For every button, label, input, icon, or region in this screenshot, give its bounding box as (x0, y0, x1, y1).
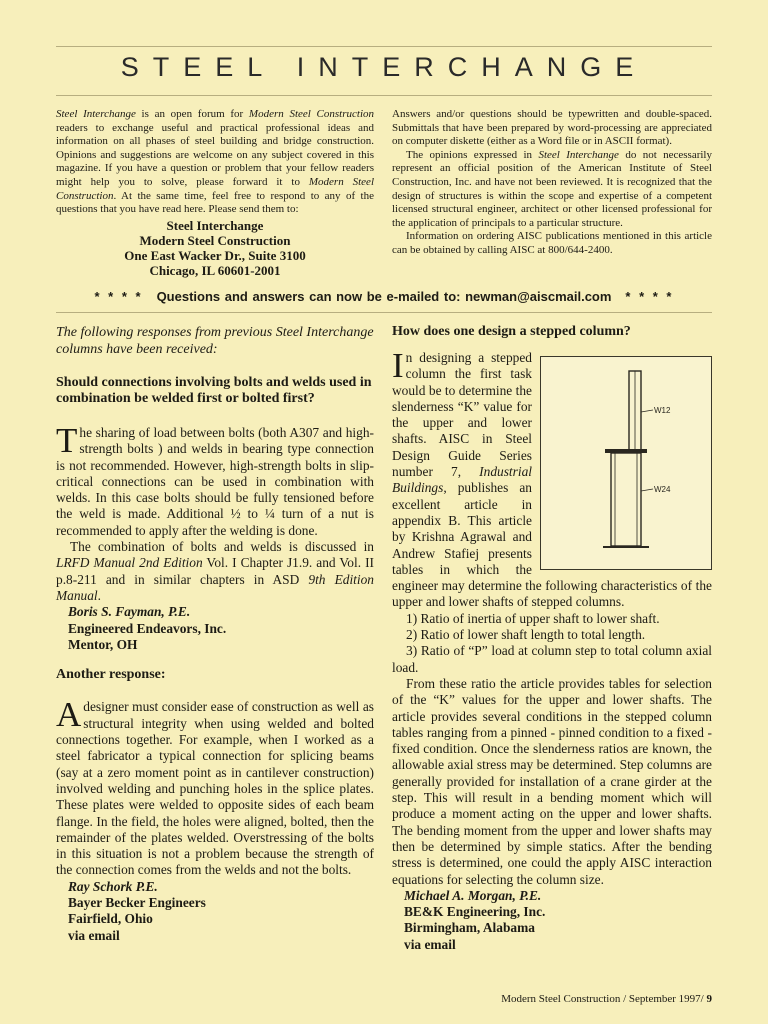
disclaimer-text: The opinions expressed in (406, 148, 539, 161)
intro-left (56, 108, 374, 278)
signature-location: Mentor, OH (68, 636, 138, 652)
w12-label: W12 (654, 406, 671, 415)
stars-left: * * * * (94, 289, 143, 304)
signature-via: via email (404, 936, 456, 952)
signature-via: via email (68, 927, 120, 943)
stepped-column-diagram (541, 357, 711, 569)
signature-company: Engineered Endeavors, Inc. (68, 620, 227, 636)
list-item: 2) Ratio of lower shaft length to total length. (406, 627, 646, 643)
dropcap: I (392, 346, 404, 385)
intro-italic: Modern Steel Construction (248, 108, 374, 120)
page-footer (400, 993, 712, 1005)
answer-text: . (97, 587, 102, 603)
footer-text: Modern Steel Construction / September 1997/ (501, 993, 707, 1005)
address-line: Steel Interchange (166, 217, 264, 233)
ordering-info: Information on ordering AISC publications mentioned in this article can be obtained by calling AISC at 800/644-2400. (392, 230, 712, 256)
signature-name: Michael A. Morgan, P.E. (404, 887, 542, 903)
w24-label: W24 (654, 485, 671, 494)
address-line: Chicago, IL 60601-2001 (149, 262, 281, 278)
dropcap: A (56, 695, 82, 735)
signature-company: BE&K Engineering, Inc. (404, 904, 546, 920)
answer-text: Vol. I Chapter J1.9. and Vol. II p.8-211 and in similar chapters in ASD (56, 555, 374, 587)
list-item: 3) Ratio of “P” load at column step to total column axial load. (392, 643, 712, 675)
list-item: 1) Ratio of inertia of upper shaft to lower shaft. (406, 610, 660, 626)
publication-title: Industrial Buildings (392, 464, 532, 496)
dropcap: T (56, 421, 78, 460)
lower-shaft (611, 453, 641, 546)
intro-italic: Steel Interchange (56, 108, 136, 120)
signature-location: Birmingham, Alabama (404, 920, 535, 936)
email-banner-text[interactable]: Questions and answers can now be e-mailed to: newman@aiscmail.com (156, 289, 612, 304)
w24-leader (641, 489, 653, 491)
disclaimer-text: do not necessarily represent an official position of the American Institute of Steel Construction, Inc. and have not been reviewed. It is recognized that the design of structures is within the scope and expertise of a competent licensed structural engineer, architect or other licensed professional for the application of principals to a particular structure. (392, 148, 712, 229)
disclaimer (392, 149, 712, 231)
stepped-column-figure (540, 356, 712, 570)
answer-text: , publishes an excellent article in appendix B. This article by Krishna Agrawal and Andrew Stafiej presents tables in which the engineer may determine the following characteristics of the upper and lower shafts of stepped columns. (392, 480, 712, 610)
stars-right: * * * * (625, 289, 674, 304)
intro-italic: Modern Steel Construction (56, 175, 374, 202)
submission-guidelines: Answers and/or questions should be typewritten and double-spaced. Submittals that have been prepared by word-processing are appreciated on computer diskette (either as a Word file or in ASCII format). (392, 108, 712, 148)
answer1-paragraph2 (56, 539, 374, 604)
disclaimer-italic: Steel Interchange (538, 148, 619, 161)
intro-text: readers to exchange useful and practical professional ideas and information on all phases of steel building and bridge construction. Opinions and suggestions are welcome on any subject covered in this magazine. If you have a question or problem that your fellow readers might help you to solve, please forward it to (56, 121, 374, 188)
address-line: Modern Steel Construction (139, 232, 291, 248)
question-heading: Should connections involving bolts and welds used in combination be welded first or bolted first? (56, 375, 372, 406)
right-column (392, 324, 712, 953)
w12-leader (641, 410, 653, 412)
left-column (56, 324, 374, 944)
banner-rule (56, 312, 712, 313)
signature-company: Bayer Becker Engineers (68, 895, 206, 911)
publication-title: 9th Edition Manual (56, 571, 374, 603)
answer-text: he sharing of load between bolts (both A307 and high-strength bolts ) and welds in bearing type connection is not recommended. However, high-strength bolts in slip-critical connections can be used in combination with welds. In this case bolts should be fully tensioned before the weld is made. Additional ½ to ¼ turn of a nut is recommended to apply after the welding is done. (56, 425, 374, 538)
address-line: One East Wacker Dr., Suite 3100 (124, 247, 306, 263)
answer-text: n designing a stepped column the first task would be to determine the slenderness “K” value for the upper and lower shafts. AISC in Steel Design Guide Series number 7, (392, 350, 532, 480)
page-number: 9 (706, 993, 712, 1005)
column-title (56, 52, 712, 83)
signature-name: Boris S. Fayman, P.E. (68, 604, 191, 620)
intro-right (392, 108, 712, 258)
mailing-address (56, 218, 374, 278)
answer-text: The combination of bolts and welds is discussed in (70, 539, 374, 555)
signature-name: Ray Schork P.E. (68, 878, 158, 894)
publication-title: LRFD Manual 2nd Edition (56, 555, 203, 571)
top-rule (56, 46, 712, 47)
another-response-heading: Another response: (56, 667, 166, 683)
intro-paragraph (56, 108, 374, 217)
signature-location: Fairfield, Ohio (68, 911, 153, 927)
column-title-text: STEEL INTERCHANGE (120, 52, 648, 82)
title-rule (56, 95, 712, 96)
intro-text: . At the same time, feel free to respond to any of the questions that you have read here. Please send them to: (56, 189, 374, 216)
intro-text: is an open forum for (135, 108, 249, 120)
responses-lead: The following responses from previous Steel Interchange columns have been received: (56, 325, 374, 357)
stepped-answer-paragraph2: From these ratio the article provides tables for selection of the “K” values for the upper and lower shafts. The article provides several conditions in the stepped column tables ranging from a pinned - pinned condition to a fixed -fixed condition. Once the slenderness ratios are known, the allowable axial stress may be determined. Step columns are generally provided for installation of a crane girder at the step. This will result in a bending moment which will produce a moment acting on the upper and lower shafts. The bending moment from the upper and lower shafts may then be determined by simple statics. After the bending stress is determined, one could the apply AISC interaction equations for selecting the column size. (392, 675, 712, 887)
answer-text: designer must consider ease of construction as well as structural integrity when using welded and bolted connections together. For example, when I worked as a steel fabricator a typical connection for splicing beams (say at a zero moment point as in cantilever construction) involved welding and punching holes in the splice plates. These plates were welded to opposite sides of each beam flange. In the field, the holes were aligned, bolted, then the remainder of the plates welded. Overstressing of the bolts in this situation is not a problem because the strength of the connection comes from the welds and not the bolts. (56, 699, 374, 878)
answer1-paragraph1 (56, 421, 374, 539)
email-banner (56, 289, 712, 304)
answer2-paragraph (56, 695, 374, 878)
question-heading: How does one design a stepped column? (392, 324, 631, 339)
